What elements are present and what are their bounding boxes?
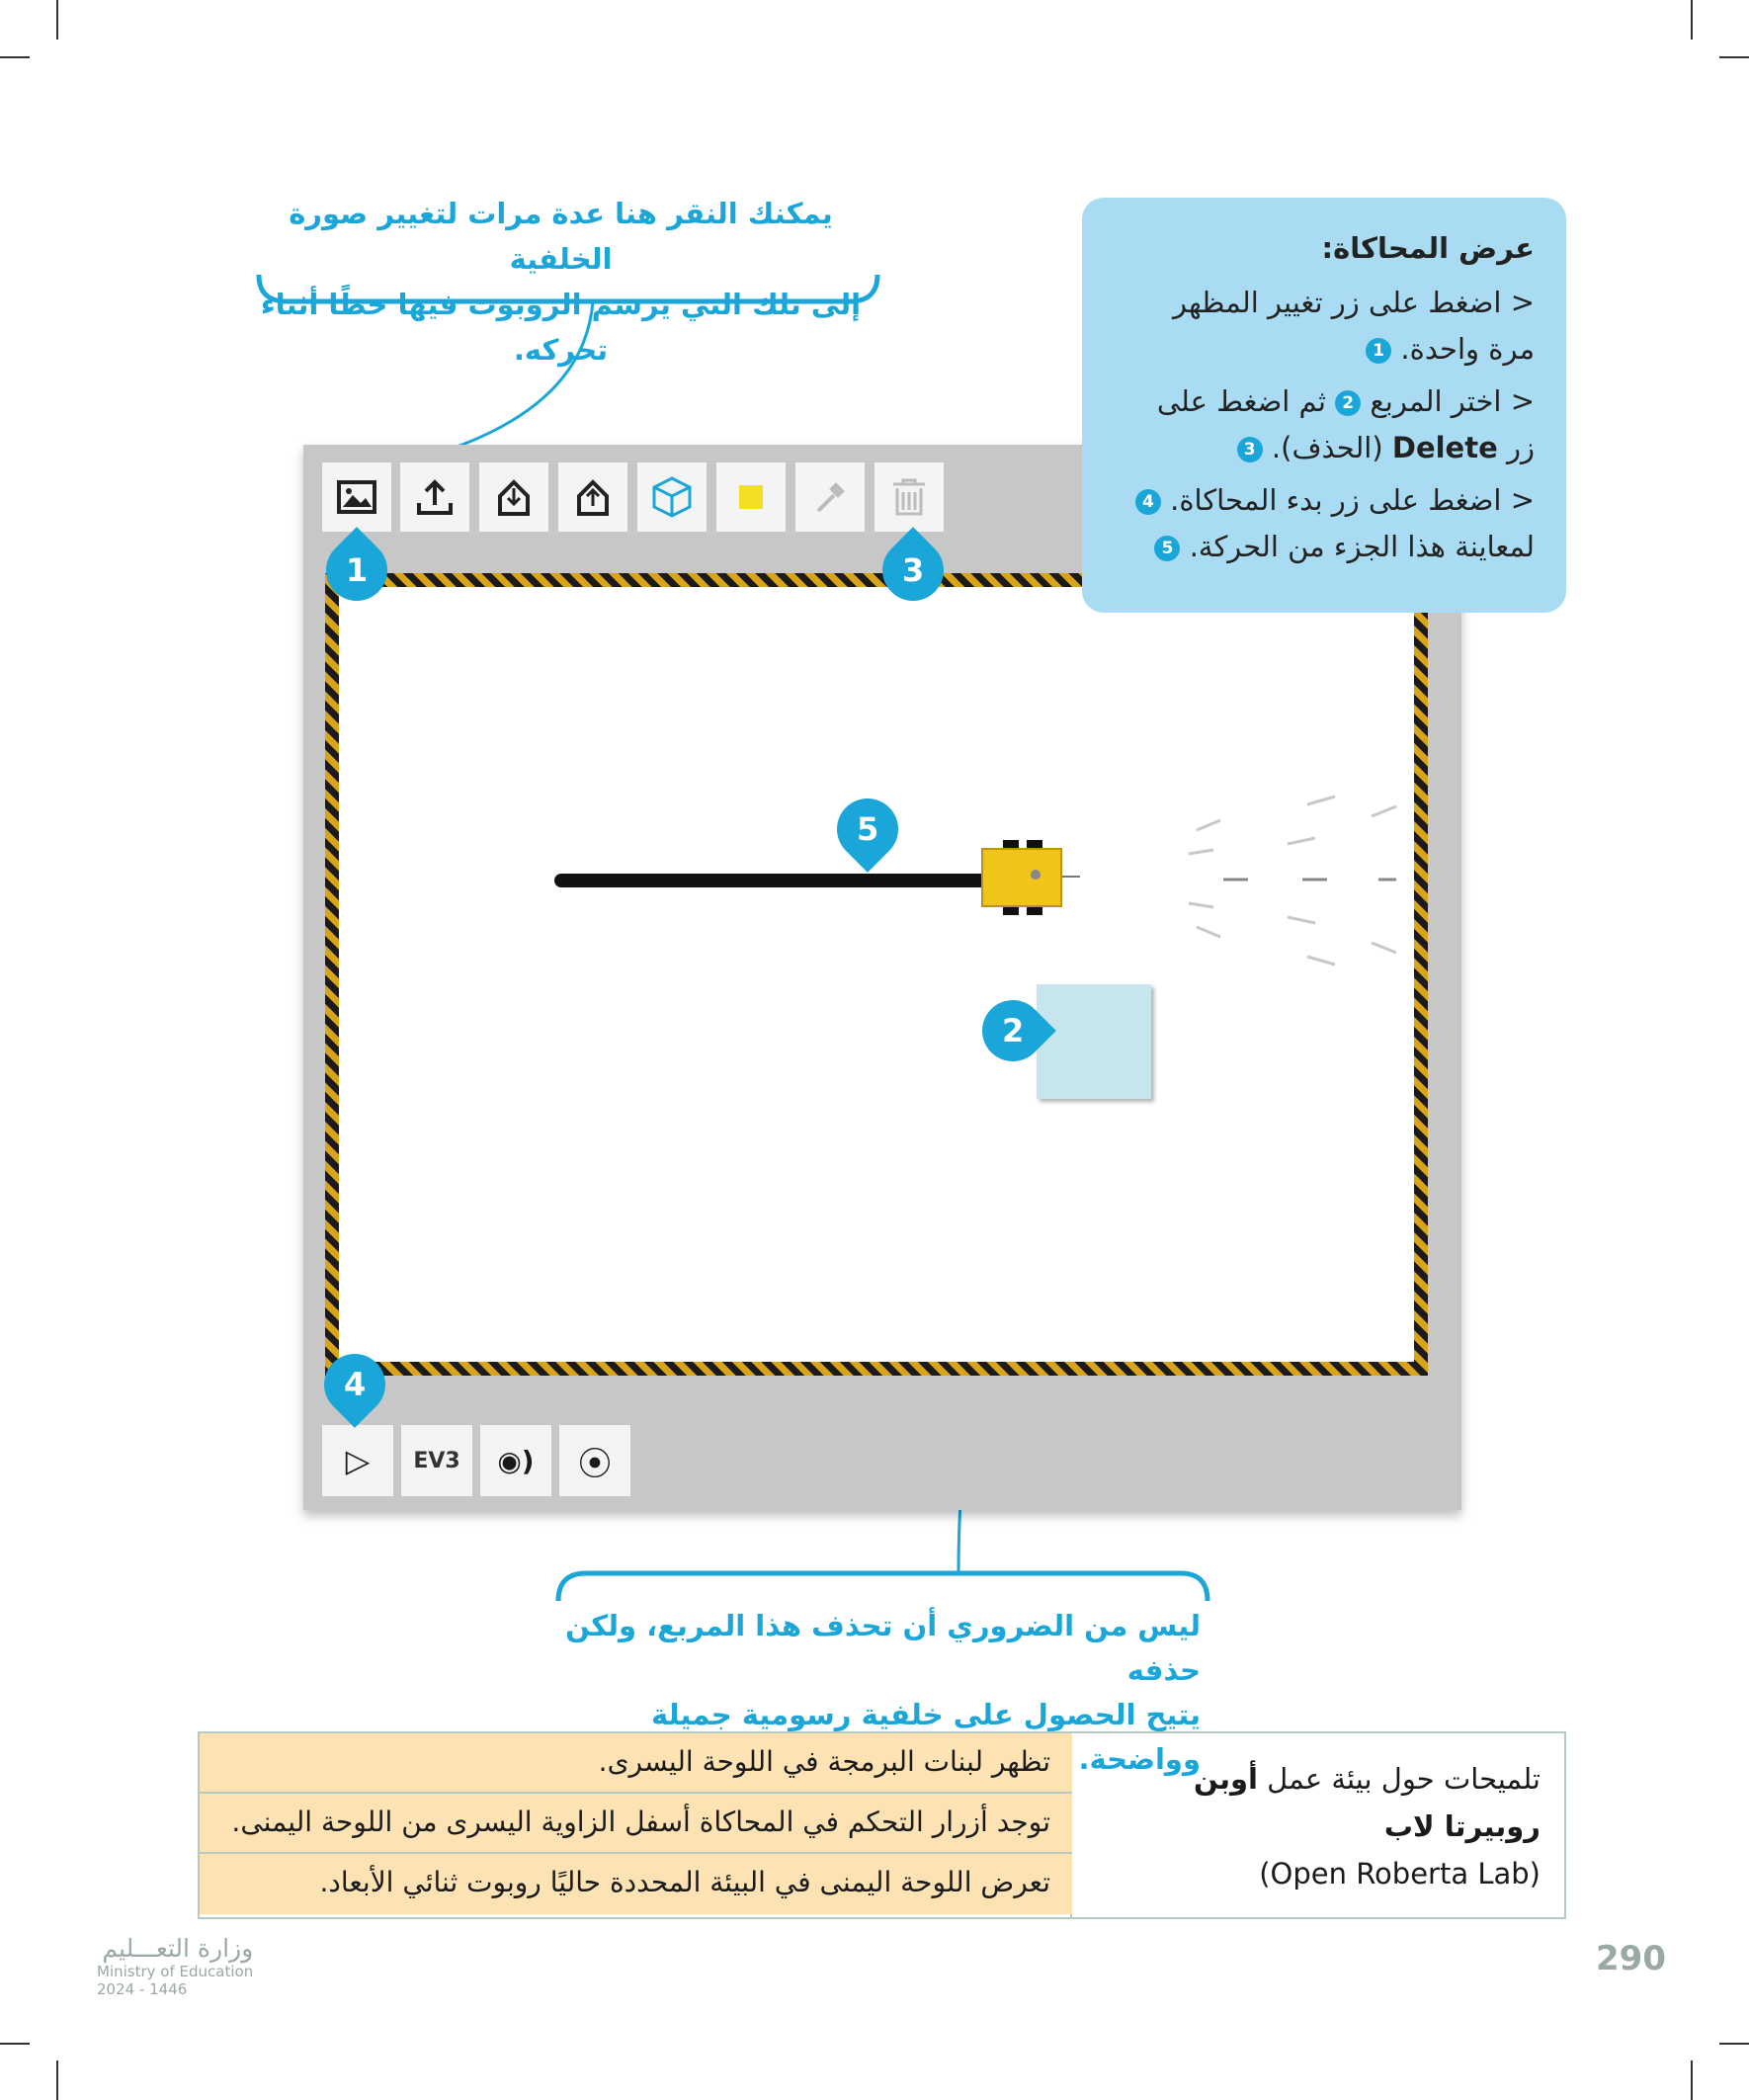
location-icon: ⦿	[578, 1444, 612, 1484]
marker-4: 4	[311, 1341, 398, 1428]
ministry-english: Ministry of Education	[97, 1963, 254, 1980]
marker-5: 5	[824, 786, 911, 873]
callout-line: يتيح الحصول على خلفية رسومية جميلة وواضحة.	[651, 1698, 1201, 1776]
obstacle-square[interactable]	[1037, 984, 1151, 1099]
play-icon: ▷	[345, 1442, 371, 1479]
marker-2: 2	[969, 987, 1056, 1074]
callout-line: إلى تلك التي يرسم الروبوت فيها خطًا أثناء تحركه.	[260, 288, 862, 367]
image-icon	[336, 479, 377, 515]
step-badge: 4	[1135, 489, 1161, 515]
location-button[interactable]	[559, 1425, 630, 1496]
marker-1: 1	[313, 527, 400, 614]
roberta-name: أوبن روبيرتا لاب	[1193, 1762, 1541, 1843]
color-square-icon	[739, 485, 763, 509]
import-robot-icon	[494, 476, 534, 518]
info-step-4: لمعاينة هذا الجزء من الحركة. 5	[1122, 524, 1535, 570]
robot-trail	[554, 874, 989, 887]
sound-icon: ◉)	[497, 1444, 535, 1477]
delete-button[interactable]	[874, 462, 944, 532]
export-robot-icon	[573, 476, 613, 518]
callout-line: يمكنك النقر هنا عدة مرات لتغيير صورة الخلفية	[289, 197, 833, 276]
sound-button[interactable]	[480, 1425, 551, 1496]
marker-3: 3	[870, 527, 957, 614]
robot[interactable]	[981, 846, 1062, 909]
ev3-label: EV3	[413, 1448, 460, 1473]
info-title: عرض المحاكاة:	[1321, 231, 1535, 265]
ministry-logo	[97, 1934, 253, 1998]
simulation-arena	[325, 573, 1428, 1376]
add-color-area-button[interactable]	[716, 462, 786, 532]
step-badge: 5	[1154, 536, 1180, 561]
ministry-arabic: وزارة التعـــليم	[102, 1934, 254, 1963]
tips-rows	[200, 1733, 1072, 1914]
info-step-2: < اختر المربع 2 ثم اضغط على زر Delete (الحذف). 3	[1156, 384, 1535, 464]
table-row: تظهر لبنات البرمجة في اللوحة اليسرى.	[200, 1733, 1072, 1794]
info-step-1: < اضغط على زر تغيير المظهر مرة واحدة. 1	[1172, 286, 1535, 366]
table-row: توجد أزرار التحكم في المحاكاة أسفل الزاوية اليسرى من اللوحة اليمنى.	[200, 1794, 1072, 1854]
export-robot-button[interactable]	[558, 462, 627, 532]
step-badge: 1	[1366, 338, 1391, 364]
step-badge: 3	[1237, 437, 1263, 462]
ev3-button[interactable]	[401, 1425, 472, 1496]
sensor-rays	[1100, 785, 1416, 982]
trash-icon	[889, 476, 929, 518]
upload-button[interactable]	[400, 462, 469, 532]
tips-table	[198, 1731, 1566, 1919]
import-robot-button[interactable]	[479, 462, 548, 532]
delete-keyword: Delete	[1391, 431, 1498, 464]
info-step-3: < اضغط على زر بدء المحاكاة. 4	[1122, 477, 1535, 524]
change-background-button[interactable]	[322, 462, 391, 532]
color-picker-icon	[810, 477, 850, 517]
color-picker-button[interactable]	[795, 462, 865, 532]
step-badge: 2	[1335, 390, 1361, 416]
callout-line: ليس من الضروري أن تحذف هذا المربع، ولكن حذفه	[565, 1609, 1201, 1687]
tips-header: تلميحات حول بيئة عمل أوبن روبيرتا لاب (Open Roberta Lab)	[1070, 1733, 1564, 1917]
ministry-year: 2024 - 1446	[97, 1980, 188, 1998]
start-simulation-button[interactable]	[322, 1425, 393, 1496]
upload-icon	[415, 477, 455, 517]
roberta-english: (Open Roberta Lab)	[1259, 1857, 1541, 1890]
table-row: تعرض اللوحة اليمنى في البيئة المحددة حاليًا روبوت ثنائي الأبعاد.	[200, 1854, 1072, 1914]
page-number: 290	[1596, 1939, 1666, 1978]
cube-icon	[649, 474, 695, 520]
simulation-info-box	[1082, 198, 1566, 613]
add-obstacle-button[interactable]	[637, 462, 707, 532]
